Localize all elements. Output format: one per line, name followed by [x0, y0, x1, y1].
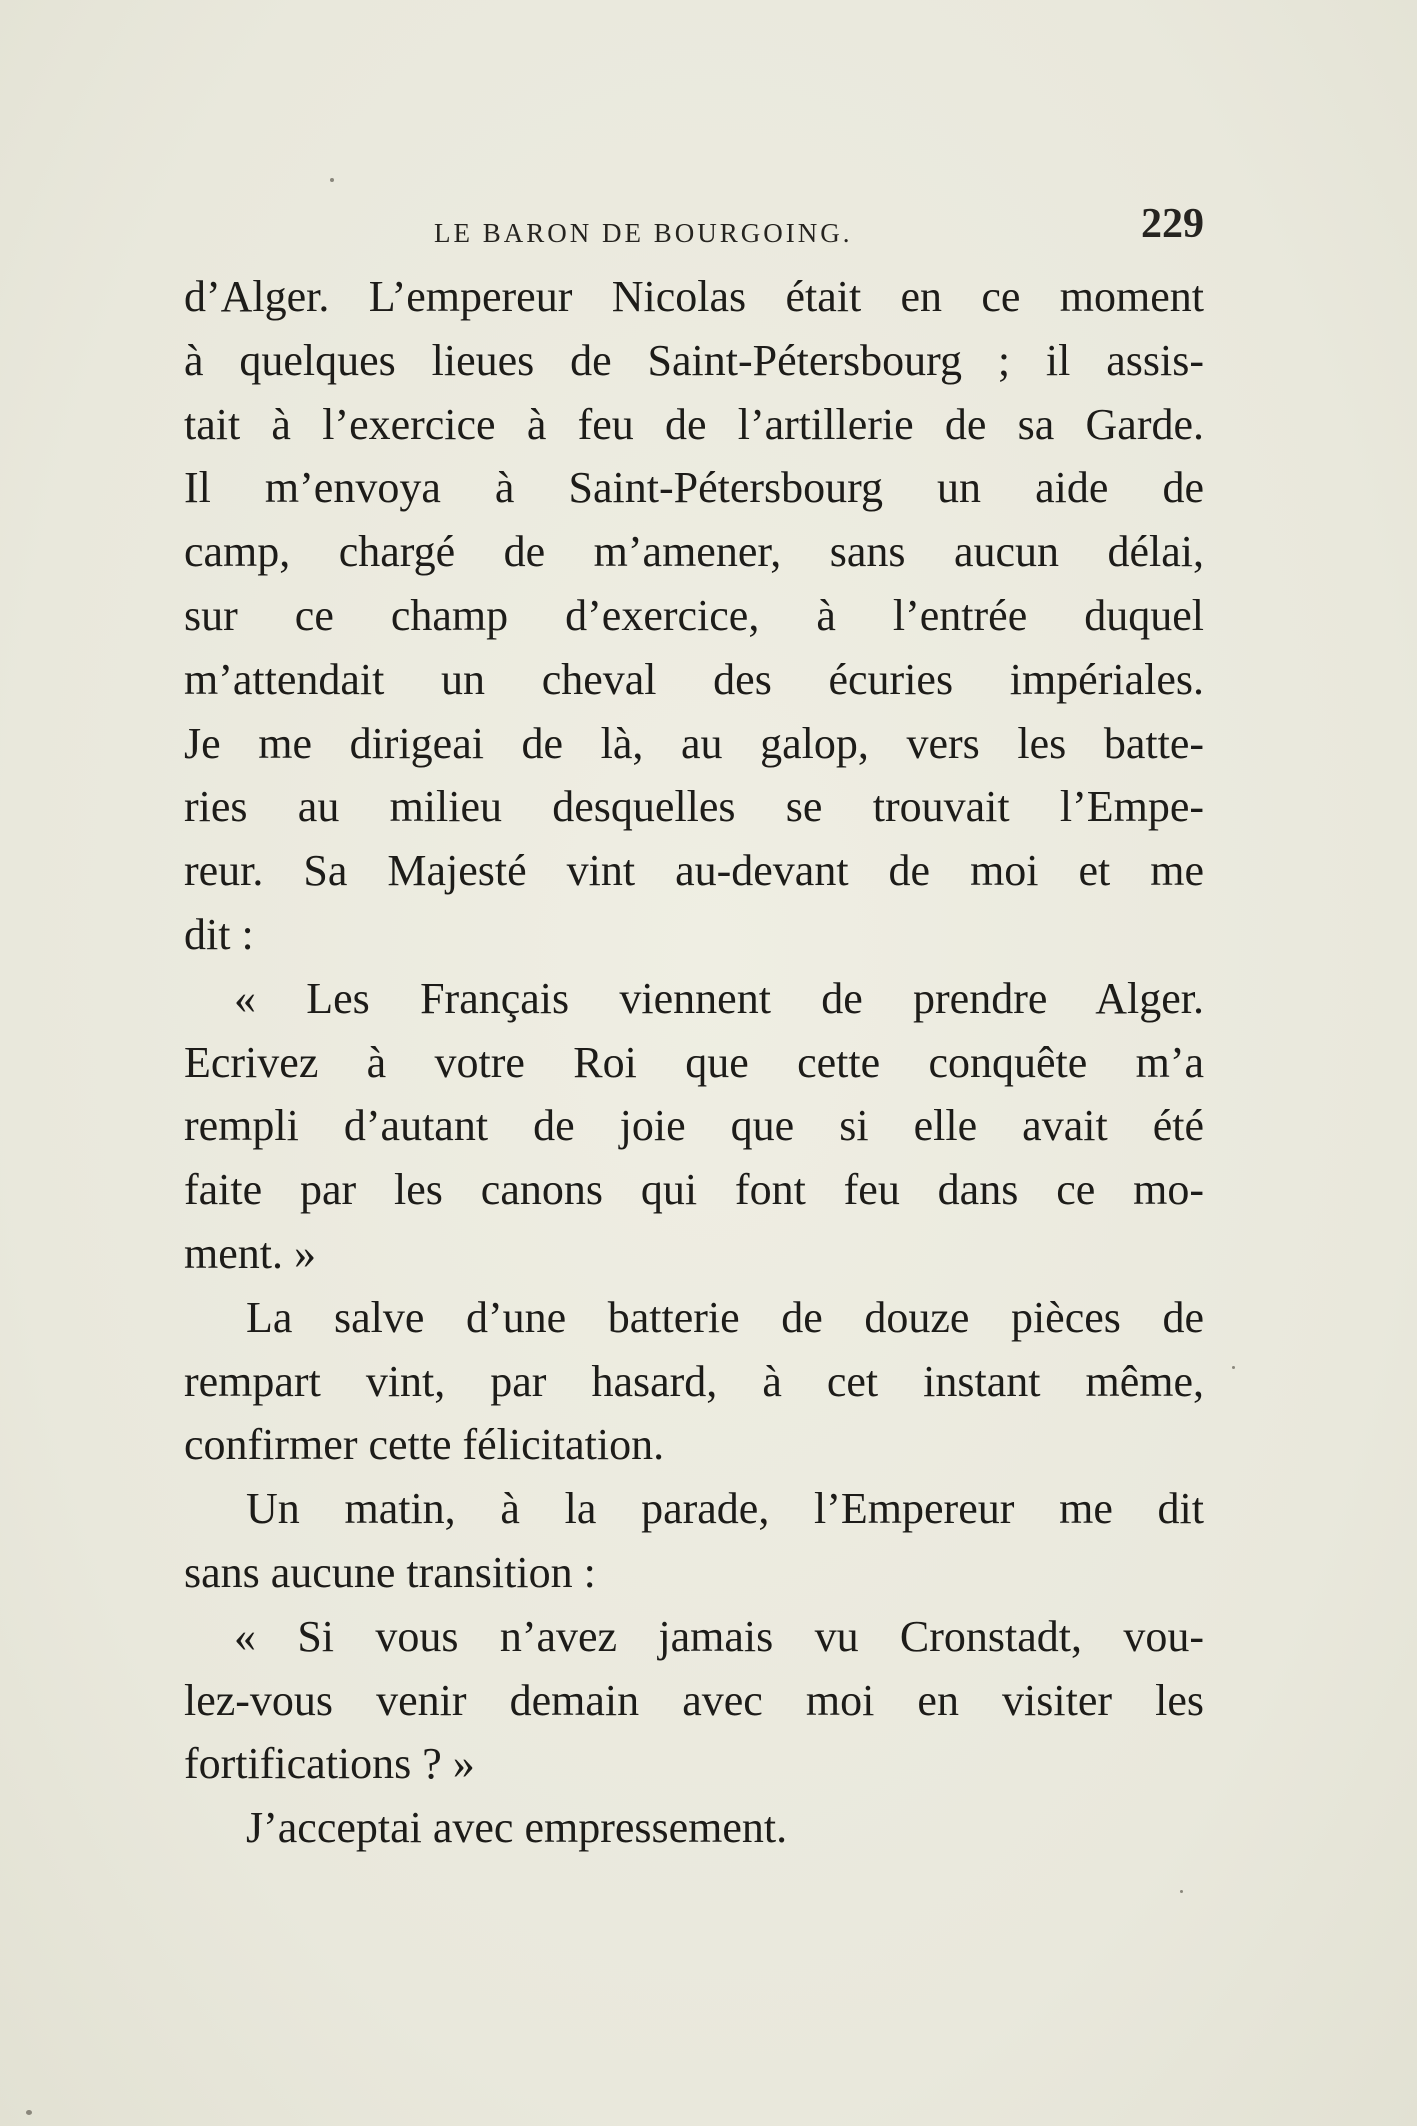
text-line: sur ce champ d’exercice, à l’entrée duquel — [184, 590, 1204, 640]
quote-line: faite par les canons qui font feu dans ce mo- — [184, 1165, 1204, 1215]
quote-line: lez-vous venir demain avec moi en visiter les — [184, 1675, 1204, 1725]
text-line: reur. Sa Majesté vint au-devant de moi et me — [184, 846, 1204, 896]
text-line: J’acceptai avec empressement. — [246, 1803, 788, 1853]
paper-speck — [330, 178, 334, 182]
page-header — [184, 200, 1204, 260]
text-line: m’attendait un cheval des écuries impériales. — [184, 654, 1204, 704]
text-line: tait à l’exercice à feu de l’artillerie de sa Garde. — [184, 399, 1204, 449]
running-title: LE BARON DE BOURGOING. — [434, 218, 853, 248]
text-line: dit : — [184, 909, 254, 959]
text-line: sans aucune transition : — [184, 1547, 596, 1597]
quote-line: « Si vous n’avez jamais vu Cronstadt, vou- — [234, 1611, 1204, 1661]
quote-line: « Les Français viennent de prendre Alger. — [234, 973, 1204, 1023]
body-text — [184, 265, 1204, 1860]
text-line: camp, chargé de m’amener, sans aucun délai, — [184, 527, 1204, 577]
paper-speck — [1180, 1890, 1183, 1893]
text-line: rempart vint, par hasard, à cet instant même, — [184, 1356, 1204, 1406]
paper-speck — [1232, 1366, 1235, 1369]
paper-speck — [26, 2110, 32, 2115]
quote-line: Ecrivez à votre Roi que cette conquête m’a — [184, 1037, 1204, 1087]
text-line: La salve d’une batterie de douze pièces de — [246, 1292, 1204, 1342]
text-line: confirmer cette félicitation. — [184, 1420, 665, 1470]
text-line: Un matin, à la parade, l’Empereur me dit — [246, 1484, 1204, 1534]
text-line: à quelques lieues de Saint-Pétersbourg ; il assis- — [184, 335, 1204, 385]
text-line: ries au milieu desquelles se trouvait l’Empe- — [184, 782, 1204, 832]
text-line: Il m’envoya à Saint-Pétersbourg un aide de — [184, 463, 1204, 513]
quote-line: fortifications ? » — [184, 1739, 475, 1789]
page-number: 229 — [1141, 201, 1204, 247]
text-line: d’Alger. L’empereur Nicolas était en ce moment — [184, 272, 1204, 321]
quote-line: ment. » — [184, 1228, 316, 1278]
quote-line: rempli d’autant de joie que si elle avait été — [184, 1101, 1204, 1151]
text-line: Je me dirigeai de là, au galop, vers les batte- — [184, 718, 1204, 768]
